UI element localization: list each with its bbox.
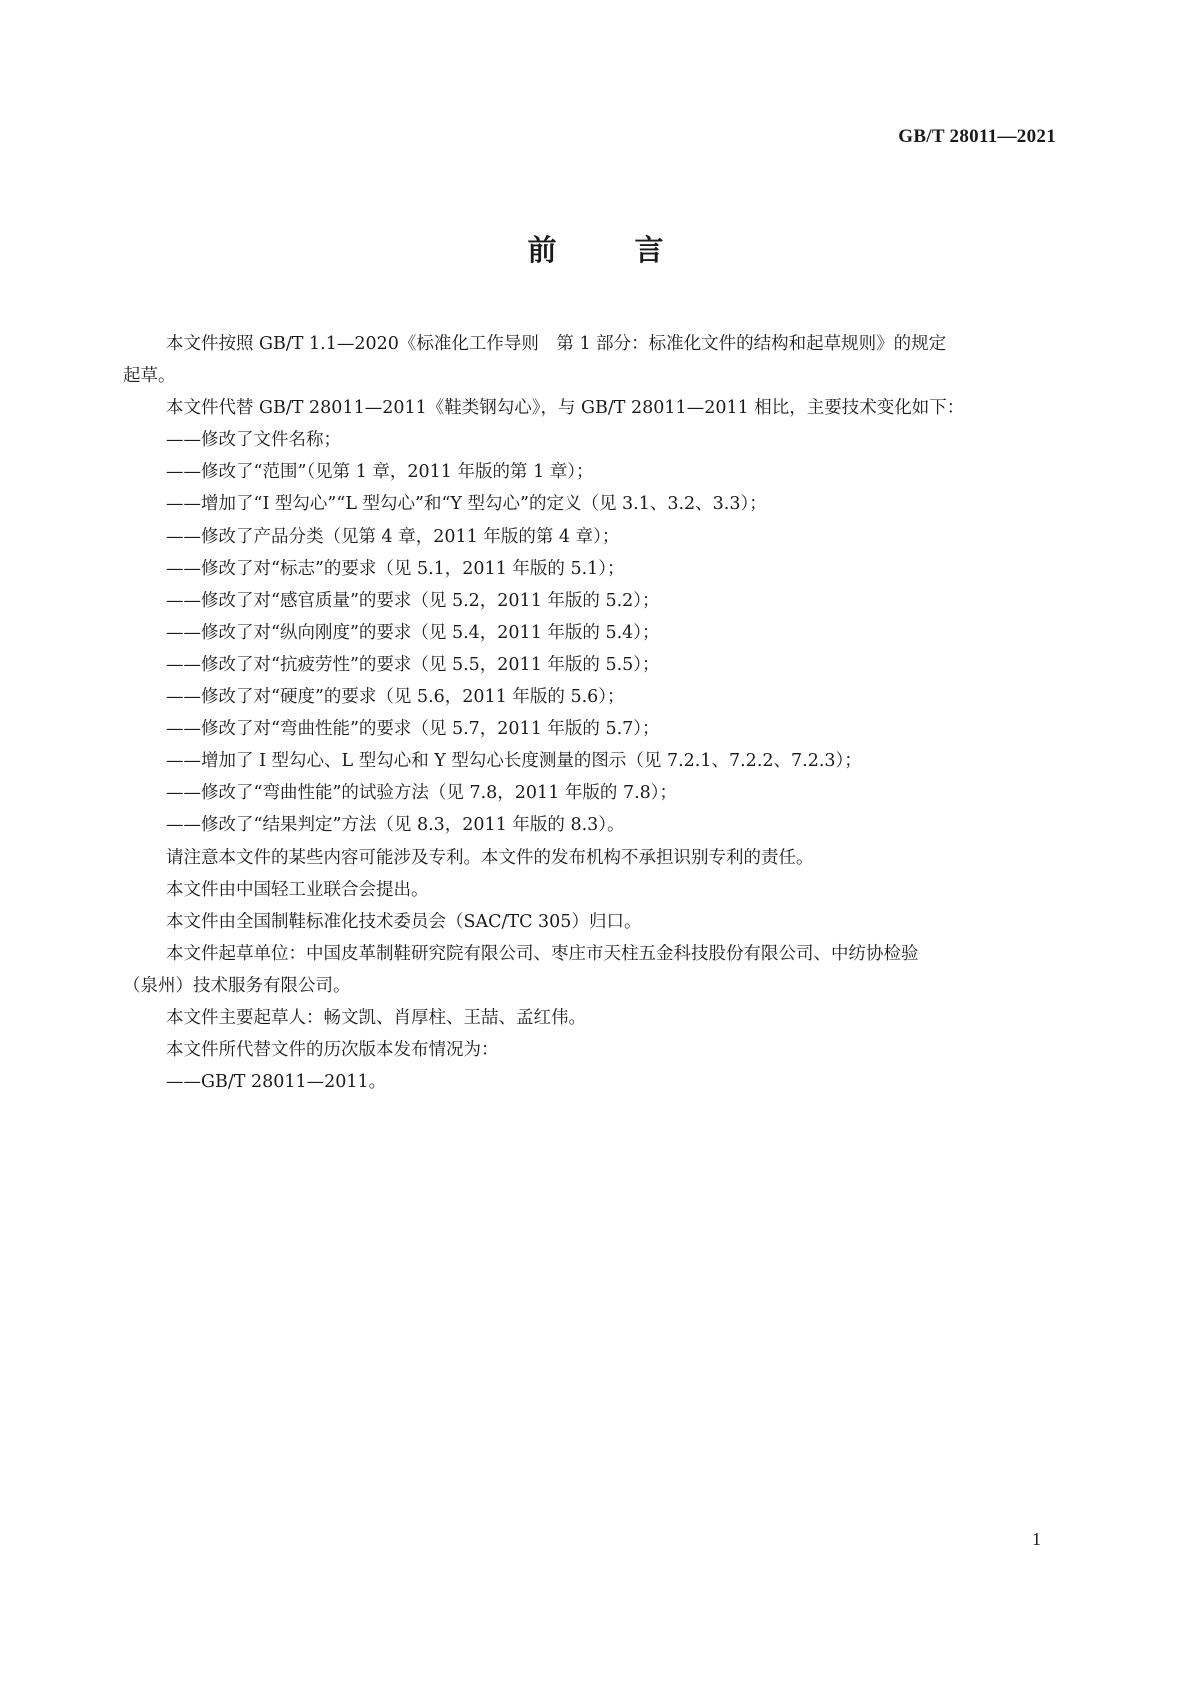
paragraph-line: 本文件代替 GB/T 28011—2011《鞋类钢勾心》，与 GB/T 28011—2011 相比，主要技术变化如下： [166, 398, 965, 419]
change-list-item: ——GB/T 28011—2011。 [166, 1072, 387, 1093]
change-list-item: ——修改了对“硬度”的要求（见 5.6，2011 年版的 5.6）； [166, 687, 625, 708]
change-list-item: ——修改了“范围”（见第 1 章，2011 年版的第 1 章）； [166, 462, 594, 483]
paragraph-line: 本文件所代替文件的历次版本发布情况为： [166, 1040, 499, 1061]
change-list-item: ——修改了对“纵向刚度”的要求（见 5.4，2011 年版的 5.4）； [166, 622, 660, 643]
paragraph-line: 请注意本文件的某些内容可能涉及专利。本文件的发布机构不承担识别专利的责任。 [166, 847, 814, 868]
change-list-item: ——修改了“弯曲性能”的试验方法（见 7.8，2011 年版的 7.8）； [166, 783, 678, 804]
change-list-item: ——修改了产品分类（见第 4 章，2011 年版的第 4 章）； [166, 526, 620, 547]
paragraph-line: 本文件由中国轻工业联合会提出。 [166, 879, 429, 900]
page-title: 前 言 [527, 233, 698, 267]
standard-code: GB/T 28011—2021 [898, 126, 1056, 147]
change-list-item: ——修改了对“抗疲劳性”的要求（见 5.5，2011 年版的 5.5）； [166, 654, 660, 675]
change-list-item: ——修改了对“标志”的要求（见 5.1，2011 年版的 5.1）； [166, 558, 625, 579]
paragraph-line: 本文件起草单位：中国皮革制鞋研究院有限公司、枣庄市天柱五金科技股份有限公司、中纺协检验 [166, 943, 919, 964]
change-list-item: ——修改了“结果判定”方法（见 8.3，2011 年版的 8.3）。 [166, 815, 625, 836]
change-list-item: ——修改了对“弯曲性能”的要求（见 5.7，2011 年版的 5.7）； [166, 719, 660, 740]
page-number: 1 [1032, 1529, 1041, 1549]
change-list-item: ——增加了 I 型勾心、L 型勾心和 Y 型勾心长度测量的图示（见 7.2.1、7.2.2、7.2.3）； [166, 751, 862, 772]
paragraph-line: 本文件由全国制鞋标准化技术委员会（SAC/TC 305）归口。 [166, 911, 642, 932]
paragraph-line: 起草。 [123, 366, 176, 387]
change-list-item: ——修改了对“感官质量”的要求（见 5.2，2011 年版的 5.2）； [166, 590, 660, 611]
change-list-item: ——增加了“I 型勾心”“L 型勾心”和“Y 型勾心”的定义（见 3.1、3.2、3.3）； [166, 494, 767, 515]
foreword-body [123, 328, 1073, 1098]
change-list-item: ——修改了文件名称； [166, 430, 341, 451]
paragraph-line: 本文件主要起草人：畅文凯、肖厚柱、王喆、孟红伟。 [166, 1007, 586, 1028]
paragraph-line: 本文件按照 GB/T 1.1—2020《标准化工作导则 第 1 部分：标准化文件的结构和起草规则》的规定 [166, 334, 947, 354]
paragraph-line: （泉州）技术服务有限公司。 [123, 975, 351, 996]
